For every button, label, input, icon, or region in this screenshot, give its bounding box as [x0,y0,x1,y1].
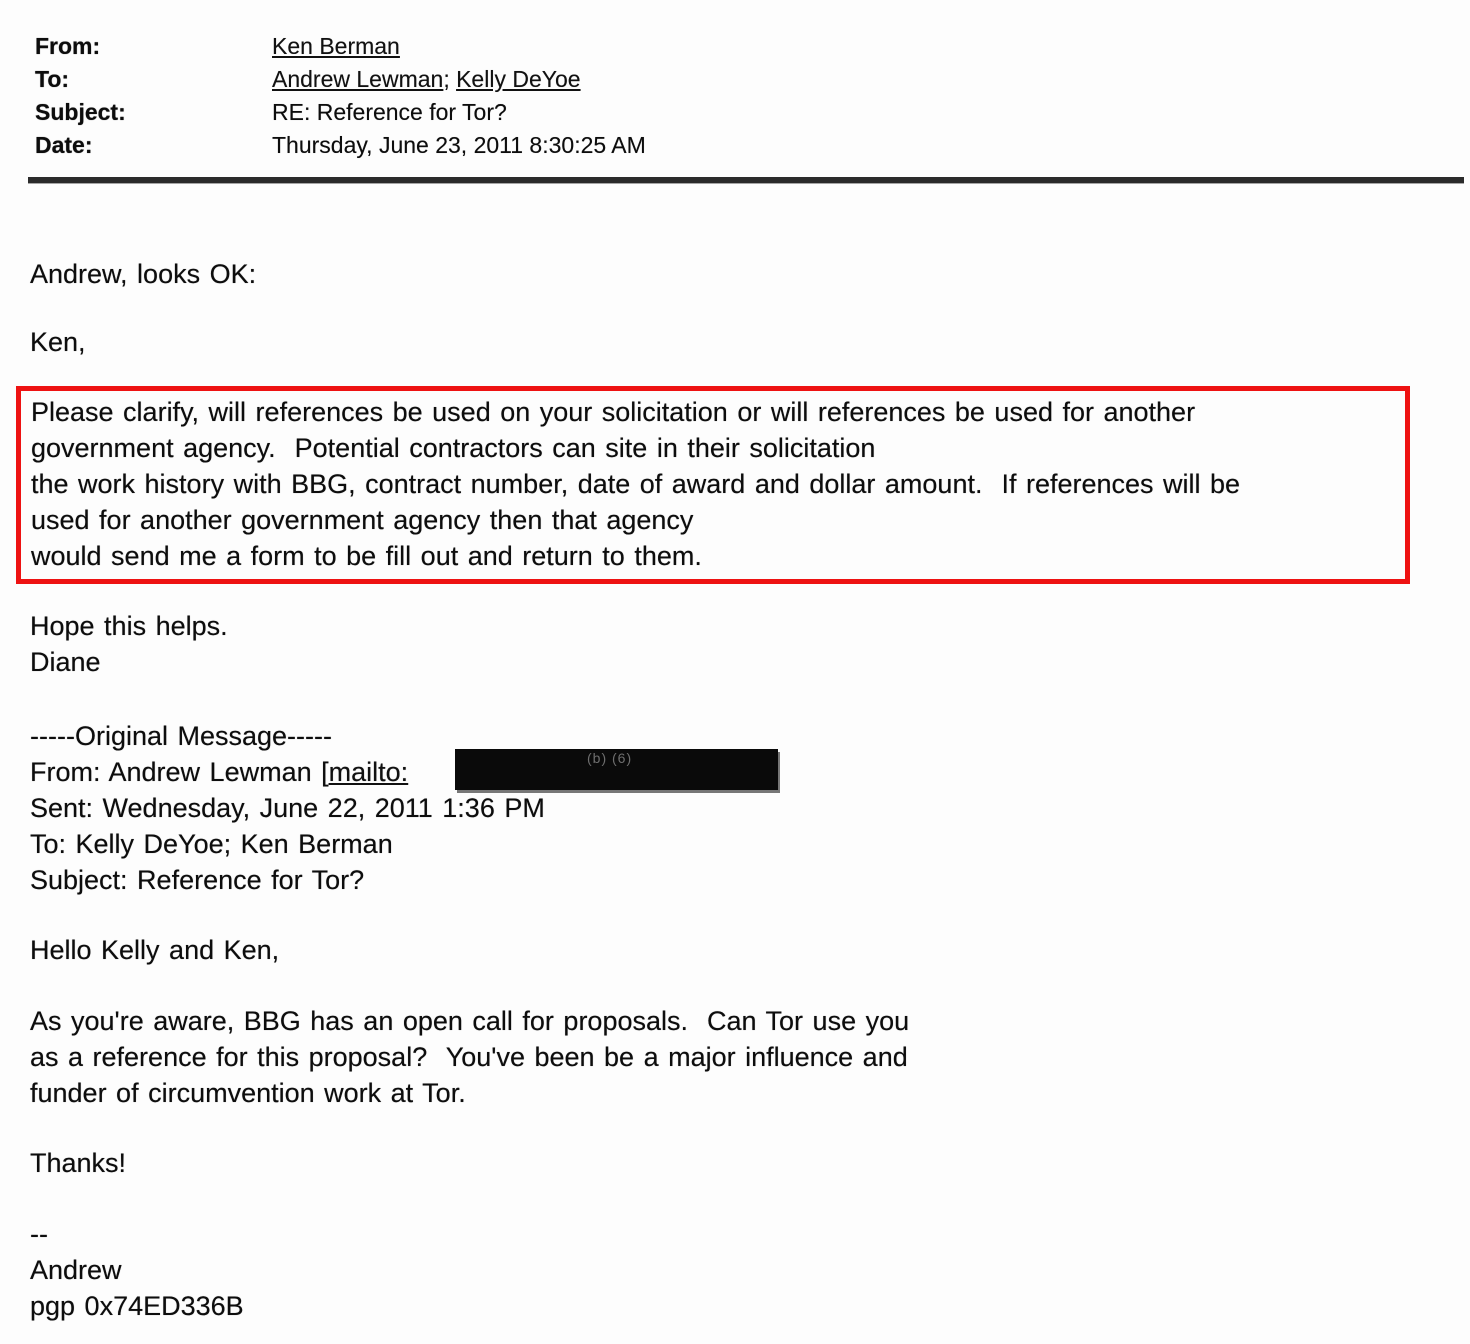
to-label: To: [35,66,70,92]
original-from-text: From: Andrew Lewman [ [30,757,329,787]
closing-line: Hope this helps. [30,611,228,641]
reply-greeting: Andrew, looks OK: [30,259,257,289]
mailto-link[interactable]: mailto: [328,757,409,787]
to-separator: ; [443,66,457,92]
original-thanks: Thanks! [30,1148,127,1178]
highlight-line: the work history with BBG, contract number, date of award and dollar amount. If references will be [31,469,1241,499]
redaction-bar [455,749,778,790]
original-message-block [30,718,545,898]
original-to-line: To: Kelly DeYoe; Ken Berman [30,829,393,859]
original-subject-line: Subject: Reference for Tor? [30,865,365,895]
email-header [35,30,646,162]
date-label: Date: [35,132,93,158]
highlight-line: Please clarify, will references be used on your solicitation or will references be used for another [31,397,1196,427]
highlight-line: government agency. Potential contractors can site in their solicitation [31,433,876,463]
header-row-to [35,63,646,96]
redaction-exemption-label: (b) (6) [587,750,633,766]
highlight-line: would send me a form to be fill out and return to them. [31,541,702,571]
original-greeting: Hello Kelly and Ken, [30,935,280,965]
header-row-subject [35,96,646,129]
header-separator-line [28,177,1464,183]
to-recipient-link-1[interactable]: Andrew Lewman [272,66,444,92]
signature-pgp: pgp 0x74ED336B [30,1291,244,1321]
reply-salutation: Ken, [30,327,86,357]
highlighted-answer-box [16,386,1410,584]
header-row-from [35,30,646,63]
from-sender-link[interactable]: Ken Berman [272,33,400,59]
subject-label: Subject: [35,99,126,125]
to-recipient-link-2[interactable]: Kelly DeYoe [456,66,581,92]
original-sent-line: Sent: Wednesday, June 22, 2011 1:36 PM [30,793,545,823]
original-body-paragraph [30,1003,909,1111]
original-body-line: as a reference for this proposal? You've been be a major influence and [30,1042,908,1072]
signature-name: Andrew [30,1255,122,1285]
original-signature-block [30,1216,244,1324]
header-row-date [35,129,646,162]
original-body-line: As you're aware, BBG has an open call for proposals. Can Tor use you [30,1006,910,1036]
subject-value: RE: Reference for Tor? [272,99,507,125]
original-body-line: funder of circumvention work at Tor. [30,1078,466,1108]
highlight-line: used for another government agency then that agency [31,505,694,535]
original-message-divider: -----Original Message----- [30,721,333,751]
date-value: Thursday, June 23, 2011 8:30:25 AM [272,132,646,158]
reply-closing [30,608,228,680]
from-label: From: [35,33,101,59]
reply-signature: Diane [30,647,101,677]
signature-divider: -- [30,1219,48,1249]
